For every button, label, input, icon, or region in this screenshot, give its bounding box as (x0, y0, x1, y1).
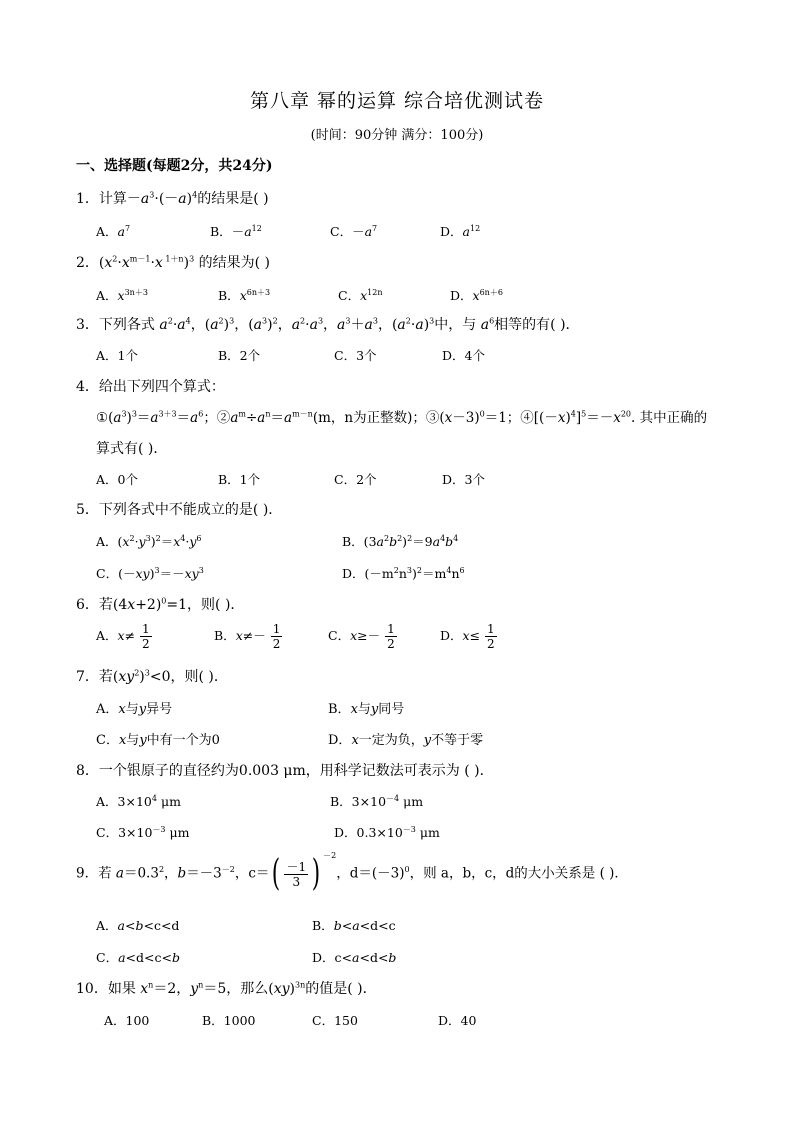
question-3-stem: 3．下列各式 $a^2\cdot a^4$，$(a^2)^3$，$(a^3)^2$，$a^2\cdot a^3$，$a^3+a^3$，$(a^2\cdot a)^3$中，与 $a^6$相等的有( )． (76, 316, 580, 333)
q3-option-c: C．3个 (334, 348, 377, 363)
q9-option-d: D．c<a<d<b (312, 950, 397, 965)
section-heading: 一、选择题(每题2分，共24分) (76, 158, 273, 174)
q2-option-b: B．$x^{6n+3}$ (218, 287, 271, 303)
q4-option-d: D．3个 (442, 472, 485, 487)
q3-option-d: D．4个 (442, 348, 485, 363)
question-6-stem: 6．若$(4x+2)^0=1$，则( )． (76, 596, 245, 613)
q7-option-c: C．x与y中有一个为0 (96, 733, 220, 748)
question-2-stem: 2．($x^2\cdot x^{m-1}\cdot x$ $^{1+n}$)$^3$ 的结果为( ) (76, 254, 270, 271)
q7-option-d: D．x一定为负，y不等于零 (328, 733, 484, 748)
q8-option-c: C．$3\times 10^{-3}$ μm (96, 824, 190, 840)
question-8-stem: 8．一个银原子的直径约为0.003 μm，用科学记数法可表示为 ( )． (76, 763, 494, 779)
q4-option-b: B．1个 (218, 472, 261, 487)
q9-option-c: C．a<d<c<b (96, 950, 180, 965)
q8-option-d: D．$0.3\times 10^{-3}$ μm (334, 824, 440, 840)
page-title: 第八章 幂的运算 综合培优测试卷 (249, 90, 545, 112)
question-9-stem: 9．若 $a=0.3^2$，$b=-3^{-2}$，c＝( $\frac{-1}{3}$ ) $^{-2}$，$d=(-3)^0$，则 a，b，c，d的大小关系是 ( )． (76, 851, 628, 894)
question-5-stem: 5．下列各式中不能成立的是( )． (76, 502, 283, 518)
question-4-formulas: $①(a^3)^3=a^{3+3}=a^6$；$②a^m\div a^n=a^{m-n}(m$，n为正整数)；$③(x-3)^0=1$；$④[(-x)^4]^5=-x^{20}$. 其中正确的 (96, 409, 708, 426)
q4-option-c: C．2个 (334, 472, 377, 487)
q10-option-b: B．1000 (202, 1013, 256, 1028)
q9-option-b: B．b<a<d<c (312, 918, 396, 933)
q5-option-a: A．$(x^2\cdot y^3)^2=x^4\cdot y^6$ (96, 533, 202, 549)
q2-option-a: A．$x^{3n+3}$ (96, 287, 148, 303)
q7-option-b: B．x与y同号 (328, 702, 405, 717)
q2-option-d: D．$x^{6n+6}$ (450, 287, 503, 303)
q10-option-d: D．40 (438, 1013, 477, 1028)
q5-option-d: D．$(-m^2n^3)^2=m^4n^6$ (342, 565, 465, 581)
q4-option-a: A．0个 (96, 472, 138, 487)
q8-option-b: B．$3\times 10^{-4}$ μm (330, 793, 424, 809)
q7-option-a: A．x与y异号 (96, 702, 173, 717)
q5-option-b: B．$(3a^2b^2)^2=9a^4b^4$ (342, 533, 459, 549)
q6-option-b: B．x≠－ $\frac{1}{2}$ (214, 622, 281, 651)
q3-option-b: B．2个 (218, 348, 261, 363)
q1-option-b: B．$-a^{12}$ (210, 223, 262, 239)
q5-option-c: C．$(-xy)^3=-xy^3$ (96, 565, 204, 581)
q6-option-c: C．x≥－ $\frac{1}{2}$ (328, 622, 395, 651)
q10-option-a: A．100 (104, 1013, 150, 1028)
q1-option-a: A．$a^7$ (96, 223, 131, 239)
q2-option-c: C．$x^{12n}$ (338, 287, 383, 303)
q1-option-d: D．$a^{12}$ (440, 223, 481, 239)
question-10-stem: 10．如果 $x^n=2$，$y^n=5$，那么(xy)$^{3n}$的值是( )． (76, 980, 377, 997)
q10-option-c: C．150 (312, 1013, 358, 1028)
q3-option-a: A．1个 (96, 348, 138, 363)
question-1-stem: 1．计算$-a^3\cdot(-a)^4$的结果是( ) (76, 190, 269, 207)
question-4-stem: 4．给出下列四个算式： (76, 379, 225, 395)
page-subtitle: (时间：90分钟 满分：100分) (310, 128, 484, 143)
q1-option-c: C．$-a^7$ (330, 223, 378, 239)
q9-option-a: A．a<b<c<d (96, 918, 180, 933)
question-7-stem: 7．若$(xy^2)^3<0$，则( )． (76, 668, 228, 685)
q6-option-a: A．x≠ $\frac{1}{2}$ (96, 622, 150, 651)
q6-option-d: D．x≤ $\frac{1}{2}$ (440, 622, 495, 651)
question-4-stem-end: 算式有( )． (96, 441, 168, 457)
q8-option-a: A．$3\times 10^4$ μm (96, 793, 181, 809)
